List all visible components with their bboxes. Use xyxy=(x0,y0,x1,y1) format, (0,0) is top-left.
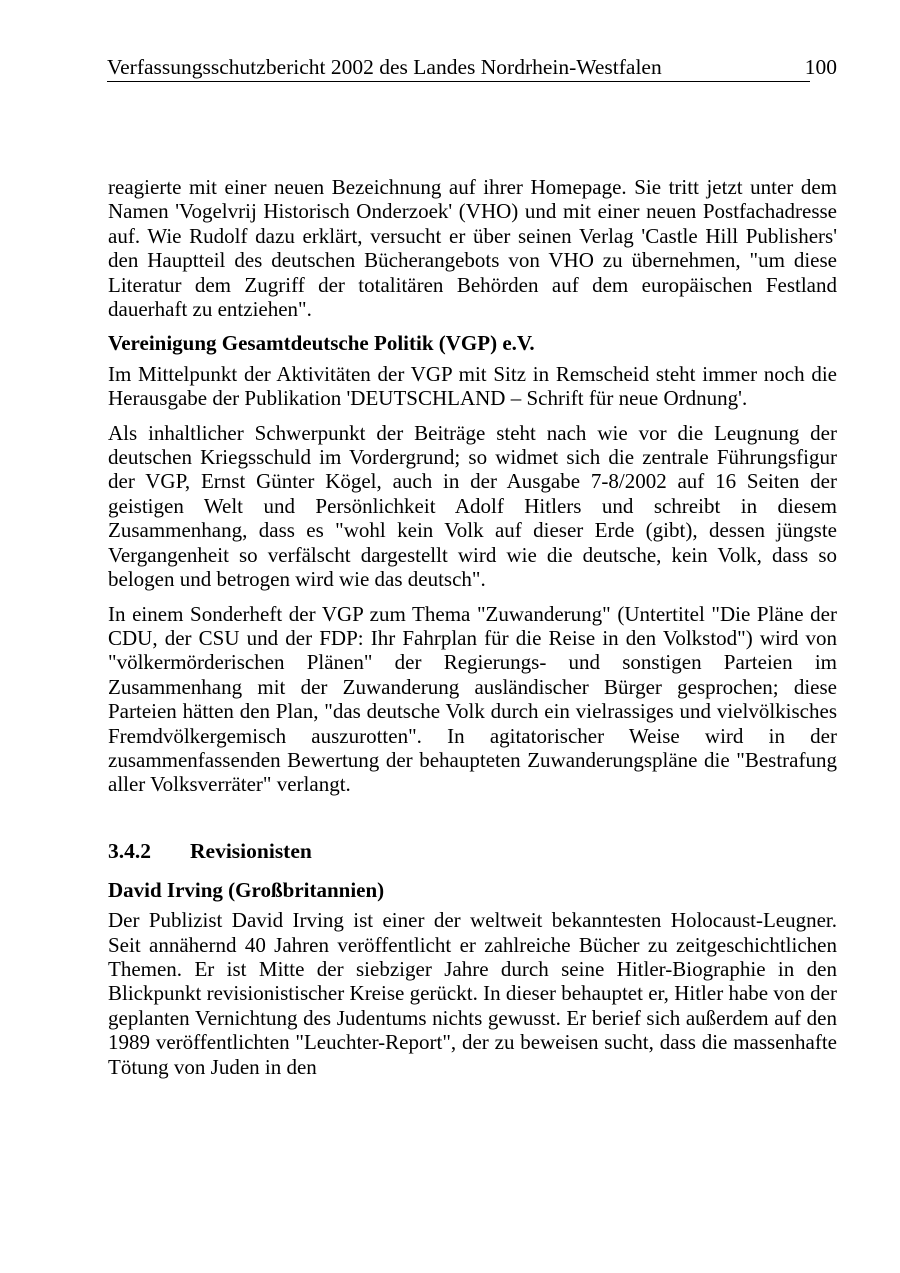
paragraph-vgp-focus: Als inhaltlicher Schwerpunkt der Beiträge steht nach wie vor die Leugnung der deutschen Kriegsschuld im Vordergrund; so widmet sich die zentrale Führungsfigur der VGP, Ernst Günter Kögel, auch in der Ausgabe 7-8/2002 auf 16 Seiten der geistigen Welt und Persönlichkeit Adolf Hitlers und schreibt in diesem Zusammenhang, dass es "wohl kein Volk auf dieser Erde (gibt), dessen jüngste Vergangenheit so verfälscht dargestellt wird wie die deutsche, kein Volk, dass so belogen und betrogen wird wie das deutsch". xyxy=(108,420,837,592)
section-heading xyxy=(108,838,837,864)
page-number: 100 xyxy=(804,55,837,79)
subheading-vgp: Vereinigung Gesamtdeutsche Politik (VGP) e.V. xyxy=(108,331,535,356)
paragraph-vgp-special-issue: In einem Sonderheft der VGP zum Thema "Zuwanderung" (Untertitel "Die Pläne der CDU, der CSU und der FDP: Ihr Fahrplan für die Reise in den Volkstod") wird von "völkermörderischen Plänen" der Regierungs- und sonstigen Parteien im Zusammenhang mit der Zuwanderung ausländischer Bürger gesprochen; diese Parteien hätten den Plan, "das deutsche Volk durch ein vielrassiges und vielvölkisches Fremdvölkergemisch auszurotten". In agitatorischer Weise wird in der zusammenfassenden Bewertung der behaupteten Zuwanderungspläne die "Bestrafung aller Volksverräter" verlangt. xyxy=(108,601,837,797)
section-number: 3.4.2 xyxy=(108,838,151,863)
header-rule xyxy=(107,81,810,82)
subheading-irving: David Irving (Großbritannien) xyxy=(108,877,385,902)
paragraph-vho-continuation: reagierte mit einer neuen Bezeichnung auf ihrer Homepage. Sie tritt jetzt unter dem Namen 'Vogelvrij Historisch Onderzoek' (VHO) und mit einer neuen Postfachadresse auf. Wie Rudolf dazu erklärt, versucht er über seinen Verlag 'Castle Hill Publishers' den Hauptteil des deutschen Bücherangebots von VHO zu übernehmen, "um diese Literatur dem Zugriff der totalitären Behörden auf dem europäischen Festland dauerhaft zu entziehen". xyxy=(108,175,837,322)
body-text xyxy=(108,175,837,1089)
section-title: Revisionisten xyxy=(190,838,312,863)
paragraph-vgp-publication: Im Mittelpunkt der Aktivitäten der VGP mit Sitz in Remscheid steht immer noch die Herausgabe der Publikation 'DEUTSCHLAND – Schrift für neue Ordnung'. xyxy=(108,361,837,411)
header-title: Verfassungsschutzbericht 2002 des Landes Nordrhein-Westfalen xyxy=(107,55,662,79)
running-header xyxy=(107,54,837,82)
paragraph-irving: Der Publizist David Irving ist einer der weltweit bekanntesten Holocaust-Leugner. Seit annähernd 40 Jahren veröffentlicht er zahlreiche Bücher zu zeitgeschichtlichen Themen. Er ist Mitte der siebziger Jahre durch seine Hitler-Biographie in den Blickpunkt revisionistischer Kreise gerückt. In dieser behauptet er, Hitler habe von der geplanten Vernichtung des Judentums nichts gewusst. Er berief sich außerdem auf den 1989 veröffentlichten "Leuchter-Report", der zu beweisen sucht, dass die massenhafte Tötung von Juden in den xyxy=(108,908,837,1079)
